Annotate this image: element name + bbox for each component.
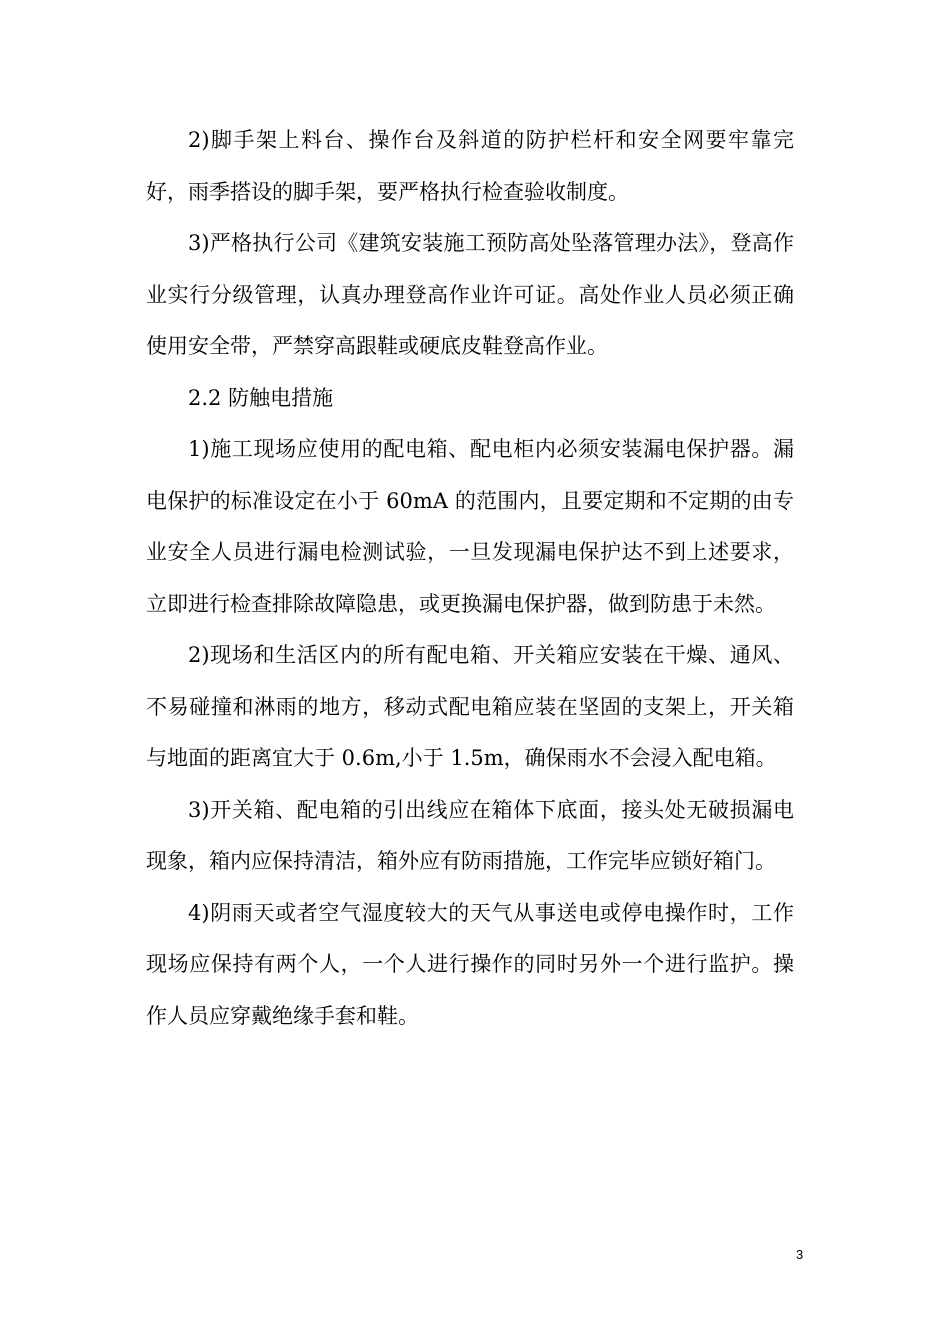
paragraph-rainy-weather-operation: 4)阴雨天或者空气湿度较大的天气从事送电或停电操作时，工作现场应保持有两个人，一个人进行操作的同时另外一个进行监护。操作人员应穿戴绝缘手套和鞋。 xyxy=(146,900,794,1028)
paragraph-leakage-protector: 1)施工现场应使用的配电箱、配电柜内必须安装漏电保护器。漏电保护的标准设定在小于 60mA 的范围内，且要定期和不定期的由专业安全人员进行漏电检测试验，一旦发现漏电保护达不到上述要求，立即进行检查排除故障隐患，或更换漏电保护器，做到防患于未然。 xyxy=(146,437,794,616)
paragraph-box-wiring: 3)开关箱、配电箱的引出线应在箱体下底面，接头处无破损漏电现象，箱内应保持清洁，箱外应有防雨措施，工作完毕应锁好箱门。 xyxy=(146,797,794,873)
page-number: 3 xyxy=(796,1247,804,1262)
paragraph-distribution-box-location: 2)现场和生活区内的所有配电箱、开关箱应安装在干燥、通风、不易碰撞和淋雨的地方，移动式配电箱应装在坚固的支架上，开关箱与地面的距离宜大于 0.6m,小于 1.5m，确保雨水不会浸入配电箱。 xyxy=(146,643,794,770)
section-heading-electric-shock: 2.2 防触电措施 xyxy=(188,385,334,410)
paragraph-fall-prevention: 3)严格执行公司《建筑安装施工预防高处坠落管理办法》，登高作业实行分级管理，认真办理登高作业许可证。高处作业人员必须正确使用安全带，严禁穿高跟鞋或硬底皮鞋登高作业。 xyxy=(146,231,794,358)
paragraph-scaffold-protection: 2)脚手架上料台、操作台及斜道的防护栏杆和安全网要牢靠完好，雨季搭设的脚手架，要严格执行检查验收制度。 xyxy=(146,128,794,204)
document-body xyxy=(146,115,794,1042)
